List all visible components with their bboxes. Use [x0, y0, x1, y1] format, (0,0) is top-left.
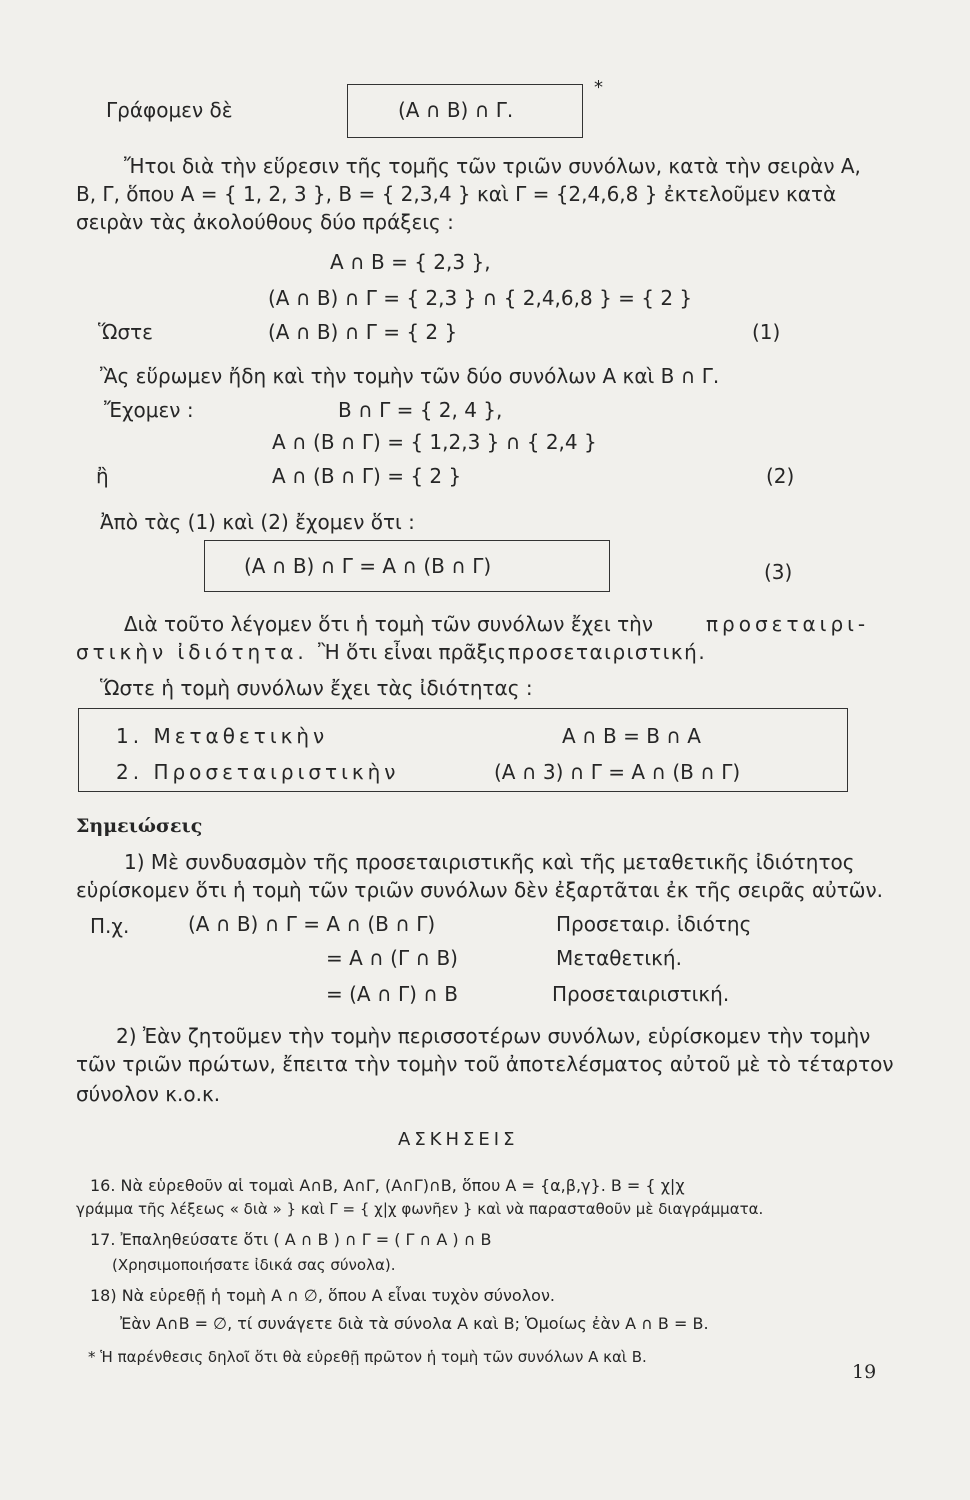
assoc-para-line-2c: προσεταιριστική.: [508, 640, 707, 664]
example-1-expr: (Α ∩ Β) ∩ Γ = Α ∩ (Β ∩ Γ): [188, 912, 436, 936]
intro-line-1: Ἤτοι διὰ τὴν εὕρεσιν τῆς τομῆς τῶν τριῶν συνόλων, κατὰ τὴν σειρὰν Α,: [124, 154, 861, 178]
calc1-eq2: (Α ∩ Β) ∩ Γ = { 2,3 } ∩ { 2,4,6,8 } = { 2 }: [268, 286, 693, 310]
intro-line-3: σειρὰν τὰς ἀκολούθους δύο πράξεις :: [76, 210, 454, 234]
exercise-18-line-1: 18) Νὰ εὑρεθῇ ἡ τομὴ Α ∩ ∅, ὅπου Α εἶναι τυχὸν σύνολον.: [90, 1286, 555, 1305]
calc1-eq1: Α ∩ Β = { 2,3 },: [330, 250, 491, 274]
example-2-expr: = Α ∩ (Γ ∩ Β): [326, 946, 458, 970]
exercise-16-line-1: 16. Νὰ εὑρεθοῦν αἱ τομαὶ Α∩Β, Α∩Γ, (Α∩Γ)∩Β, ὅπου Α = {α,β,γ}. Β = { χ|χ: [90, 1176, 685, 1195]
assoc-para-line-3: Ὥστε ἡ τομὴ συνόλων ἔχει τὰς ἰδιότητας :: [100, 676, 533, 700]
exercise-18-line-2: Ἐὰν Α∩Β = ∅, τί συνάγετε διὰ τὰ σύνολα Α καὶ Β; Ὁμοίως ἐὰν Α ∩ Β = Β.: [120, 1314, 709, 1333]
note1-line-2: εὑρίσκομεν ὅτι ἡ τομὴ τῶν τριῶν συνόλων δὲν ἐξαρτᾶται ἐκ τῆς σειρᾶς αὐτῶν.: [76, 878, 884, 902]
calc2-eq1: Β ∩ Γ = { 2, 4 },: [338, 398, 503, 422]
exercise-17-line-2: (Χρησιμοποιήσατε ἰδικά σας σύνολα).: [112, 1256, 396, 1274]
page-number: 19: [852, 1361, 877, 1383]
footnote: * Ἡ παρένθεσις δηλοῖ ὅτι θὰ εὑρεθῇ πρῶτον ἡ τομὴ τῶν συνόλων Α καὶ Β.: [88, 1348, 647, 1366]
assoc-para-line-1b: προσεταιρι-: [706, 612, 870, 636]
exercise-16-line-2: γράμμα τῆς λέξεως « διὰ » } καὶ Γ = { χ|χ φωνῆεν } καὶ νὰ παρασταθοῦν μὲ διαγράμματα.: [76, 1200, 764, 1218]
calc1-eq3: (Α ∩ Β) ∩ Γ = { 2 }: [268, 320, 458, 344]
footnote-star: *: [594, 77, 603, 98]
note2-line-1: 2) Ἐὰν ζητοῦμεν τὴν τομὴν περισσοτέρων συνόλων, εὑρίσκομεν τὴν τομὴν: [116, 1024, 871, 1048]
property-2-name: 2. Προσεταιριστικὴν: [116, 760, 400, 784]
calc2-eq2: Α ∩ (Β ∩ Γ) = { 1,2,3 } ∩ { 2,4 }: [272, 430, 597, 454]
example-1-label: Προσεταιρ. ἰδιότης: [556, 912, 752, 936]
note2-line-2: τῶν τριῶν πρώτων, ἔπειτα τὴν τομὴν τοῦ ἀποτελέσματος αὐτοῦ μὲ τὸ τέταρτον: [76, 1052, 894, 1076]
equation-number-1: (1): [752, 320, 781, 344]
grafomen-text: Γράφομεν δὲ: [106, 98, 233, 122]
top-box-expr: (Α ∩ Β) ∩ Γ.: [398, 98, 514, 122]
assoc-para-line-2b: Ἢ ὅτι εἶναι πρᾶξις: [318, 640, 507, 664]
calc2-exomen: Ἔχομεν :: [104, 398, 194, 422]
assoc-para-line-1a: Διὰ τοῦτο λέγομεν ὅτι ἡ τομὴ τῶν συνόλων ἔχει τὴν: [124, 612, 654, 636]
calc2-eq3: Α ∩ (Β ∩ Γ) = { 2 }: [272, 464, 462, 488]
intro2-line: Ἂς εὕρωμεν ἤδη καὶ τὴν τομὴν τῶν δύο συνόλων Α καὶ Β ∩ Γ.: [100, 364, 720, 388]
property-2-formula: (Α ∩ 3) ∩ Γ = Α ∩ (Β ∩ Γ): [494, 760, 741, 784]
property-1-name: 1. Μεταθετικὴν: [116, 724, 329, 748]
exercise-17-line-1: 17. Ἐπαληθεύσατε ὅτι ( Α ∩ Β ) ∩ Γ = ( Γ ∩ Α ) ∩ Β: [90, 1230, 492, 1249]
equation-number-2: (2): [766, 464, 795, 488]
from-1-2-line: Ἀπὸ τὰς (1) καὶ (2) ἔχομεν ὅτι :: [100, 510, 415, 534]
note1-line-1: 1) Μὲ συνδυασμὸν τῆς προσεταιριστικῆς καὶ τῆς μεταθετικῆς ἰδιότητος: [124, 850, 855, 874]
example-3-expr: = (Α ∩ Γ) ∩ Β: [326, 982, 458, 1006]
example-2-label: Μεταθετική.: [556, 946, 682, 970]
property-1-formula: Α ∩ Β = Β ∩ Α: [562, 724, 701, 748]
px-label: Π.χ.: [90, 914, 130, 938]
intro-line-2: Β, Γ, ὅπου Α = { 1, 2, 3 }, Β = { 2,3,4 } καὶ Γ = {2,4,6,8 } ἐκτελοῦμεν κατὰ: [76, 182, 837, 206]
note2-line-3: σύνολον κ.ο.κ.: [76, 1082, 221, 1106]
notes-heading: Σημειώσεις: [76, 815, 203, 837]
calc2-i: ἢ: [96, 464, 109, 488]
assoc-para-line-2a: στικὴν ἰδιότητα.: [76, 640, 308, 664]
calc1-oste: Ὥστε: [98, 320, 153, 344]
example-3-label: Προσεταιριστική.: [552, 982, 730, 1006]
exercises-heading: ΑΣΚΗΣΕΙΣ: [398, 1129, 519, 1150]
associative-box-expr: (Α ∩ Β) ∩ Γ = Α ∩ (Β ∩ Γ): [244, 554, 492, 578]
equation-number-3: (3): [764, 560, 793, 584]
